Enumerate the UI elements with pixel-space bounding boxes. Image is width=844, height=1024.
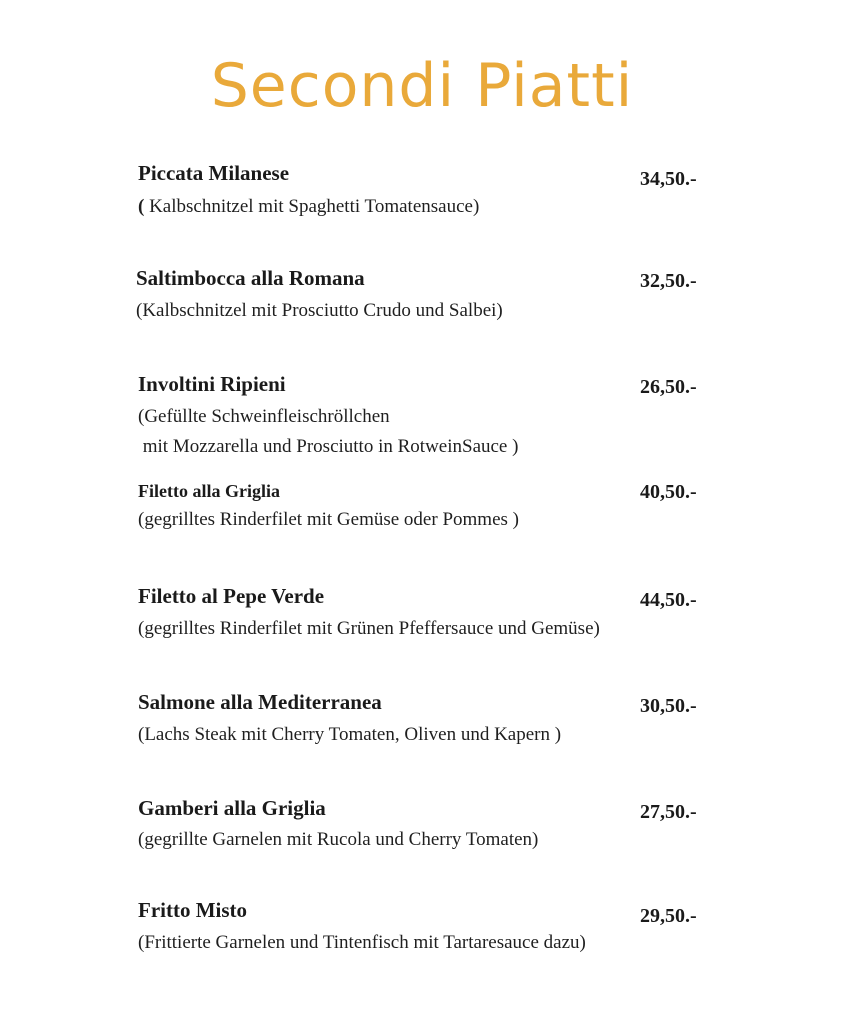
dish-name: Fritto Misto [138, 898, 248, 922]
dish-name: Saltimbocca alla Romana [136, 266, 365, 290]
dish-name: Involtini Ripieni [138, 372, 286, 396]
dish-price: 30,50.- [640, 695, 697, 717]
dish-description: (gegrilltes Rinderfilet mit Grünen Pfeffersauce und Gemüse) [138, 618, 600, 639]
dish-name: Filetto al Pepe Verde [138, 584, 325, 608]
dish-description: (Lachs Steak mit Cherry Tomaten, Oliven und Kapern ) [138, 724, 562, 745]
dish-price: 34,50.- [640, 168, 697, 190]
dish-price: 27,50.- [640, 801, 697, 823]
dish-name: Gamberi alla Griglia [138, 796, 326, 820]
dish-description: (gegrillte Garnelen mit Rucola und Cherry Tomaten) [138, 829, 539, 850]
description-text: Kalbschnitzel mit Spaghetti Tomatensauce) [144, 196, 480, 217]
description-open-paren: ( [138, 196, 145, 217]
dish-name: Salmone alla Mediterranea [138, 690, 382, 714]
dish-description: (Kalbschnitzel mit Prosciutto Crudo und Salbei) [136, 300, 503, 321]
dish-description: (gegrilltes Rinderfilet mit Gemüse oder Pommes ) [138, 509, 519, 530]
dish-name: Filetto alla Griglia [138, 481, 280, 501]
dish-price: 29,50.- [640, 905, 697, 927]
dish-description-line-2: mit Mozzarella und Prosciutto in RotweinSauce ) [138, 436, 519, 457]
dish-price: 40,50.- [640, 481, 697, 503]
dish-price: 44,50.- [640, 589, 697, 611]
dish-price: 26,50.- [640, 376, 697, 398]
dish-description: (Gefüllte Schweinfleischröllchen [138, 406, 390, 427]
dish-description [138, 192, 479, 222]
dish-price: 32,50.- [640, 270, 697, 292]
dish-description: (Frittierte Garnelen und Tintenfisch mit Tartaresauce dazu) [138, 932, 586, 953]
dish-name: Piccata Milanese [138, 161, 290, 185]
menu-title: Secondi Piatti [210, 51, 634, 121]
